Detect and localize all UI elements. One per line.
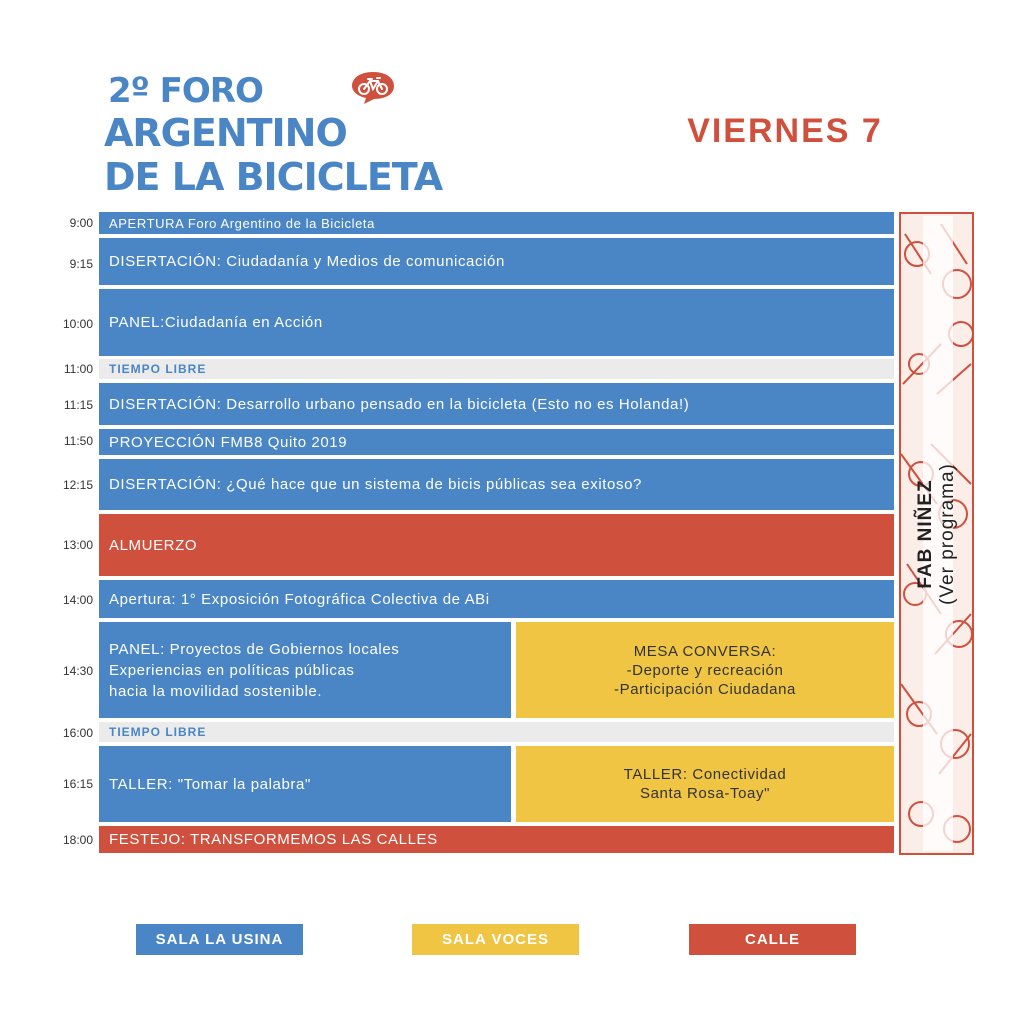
time-label: 12:15 <box>62 478 93 492</box>
schedule-item-proyeccion: PROYECCIÓN FMB8 Quito 2019 <box>99 429 894 455</box>
legend-calle: CALLE <box>689 924 856 955</box>
panel-line: PANEL: Proyectos de Gobiernos locales <box>109 640 400 658</box>
time-label: 11:50 <box>63 434 93 448</box>
side-panel-link[interactable]: (Ver programa) <box>936 462 958 605</box>
mesa-line: -Participación Ciudadana <box>614 680 796 698</box>
schedule-item-disertacion-bicis: DISERTACIÓN: ¿Qué hace que un sistema de bicis públicas sea exitoso? <box>99 459 894 510</box>
fab-ninez-panel[interactable] <box>899 212 974 855</box>
schedule-item-taller-conectividad <box>516 746 894 822</box>
time-label: 13:00 <box>62 538 93 552</box>
schedule-item-festejo: FESTEJO: TRANSFORMEMOS LAS CALLES <box>99 826 894 853</box>
time-label: 16:00 <box>62 726 93 740</box>
time-label: 18:00 <box>62 833 93 847</box>
taller-line: TALLER: Conectividad <box>623 766 787 783</box>
legend-sala-voces: SALA VOCES <box>412 924 579 955</box>
logo-line-3: DE LA BICICLETA <box>104 155 443 199</box>
mesa-line: MESA CONVERSA: <box>633 642 777 660</box>
schedule-item-tiempo-libre: TIEMPO LIBRE <box>99 722 894 742</box>
time-label: 14:30 <box>62 664 93 678</box>
schedule-item-disertacion-urbano: DISERTACIÓN: Desarrollo urbano pensado en la bicicleta (Esto no es Holanda!) <box>99 383 894 425</box>
side-panel-title: FAB NIÑEZ <box>914 478 936 589</box>
time-label: 10:00 <box>62 317 93 331</box>
panel-line: Experiencias en políticas públicas <box>109 661 355 679</box>
time-label: 11:15 <box>63 398 93 412</box>
panel-line: hacia la movilidad sostenible. <box>109 682 323 700</box>
time-label: 16:15 <box>62 777 93 791</box>
schedule-item-disertacion-ciudadania: DISERTACIÓN: Ciudadanía y Medios de comunicación <box>99 238 894 285</box>
schedule-item-almuerzo: ALMUERZO <box>99 514 894 576</box>
schedule-item-panel-ciudadania: PANEL:Ciudadanía en Acción <box>99 289 894 356</box>
legend-sala-la-usina: SALA LA USINA <box>136 924 303 955</box>
schedule-item-mesa-conversa <box>516 622 894 718</box>
bicycle-speech-bubble-icon <box>350 70 396 106</box>
mesa-line: -Deporte y recreación <box>626 661 784 679</box>
schedule-item-apertura: APERTURA Foro Argentino de la Bicicleta <box>99 212 894 234</box>
time-label: 9:15 <box>69 257 93 271</box>
taller-line: Santa Rosa-Toay" <box>640 785 770 802</box>
time-label: 9:00 <box>69 216 93 230</box>
logo-line-1: 2º FORO <box>108 71 263 111</box>
schedule-item-panel-gobiernos <box>99 622 511 718</box>
schedule-item-taller-palabra: TALLER: "Tomar la palabra" <box>99 746 511 822</box>
day-title: VIERNES 7 <box>687 112 883 150</box>
logo-line-2: ARGENTINO <box>104 111 347 155</box>
schedule-item-exposicion: Apertura: 1° Exposición Fotográfica Colectiva de ABi <box>99 580 894 618</box>
time-label: 11:00 <box>63 362 93 376</box>
side-panel-label[interactable] <box>915 463 959 605</box>
schedule-item-tiempo-libre: TIEMPO LIBRE <box>99 359 894 379</box>
time-label: 14:00 <box>62 593 93 607</box>
